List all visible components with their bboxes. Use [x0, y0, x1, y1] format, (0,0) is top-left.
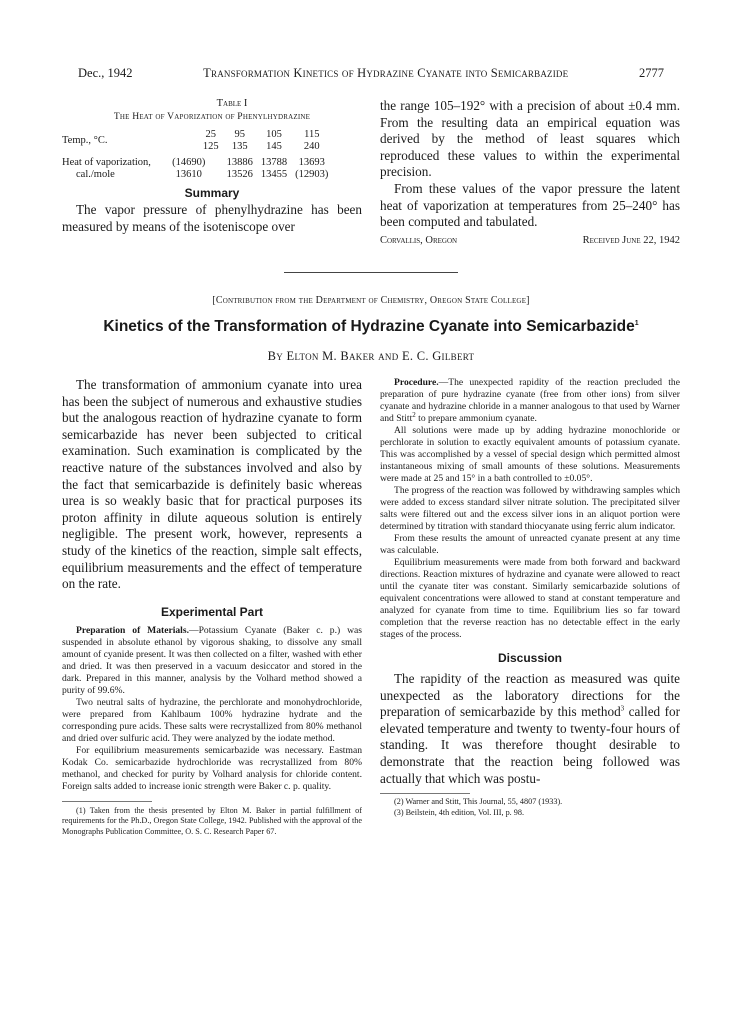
- heat-table: [62, 129, 332, 181]
- salts-paragraph: Two neutral salts of hydrazine, the perchlorate and monohydrochloride, were prepared from Kahlbaum 100% hydrazine hydrate and the corresponding pure acids. These salts were recrystallized from 80% methanol and dried over sulfuric acid. They were analyzed by the iodate method.: [62, 696, 362, 744]
- discussion-paragraph: [380, 671, 680, 787]
- table-cell: 115: [304, 129, 320, 140]
- article-title: [60, 318, 682, 336]
- preparation-text: —Potassium Cyanate (Baker c. p.) was suspended in absolute ethanol by vigorous shaking, to dissolve any small amount of cyanide present. It was then collected on a filter, washed with ether and dried. It was then preserved in a vacuum desiccator and stored in the dark. Prepared in this manner, analysis by the Volhard method showed a purity of 99.6%.: [62, 624, 362, 696]
- contribution-line: [Contribution from the Department of Chemistry, Oregon State College]: [212, 295, 530, 306]
- table-cell: (12903): [295, 169, 329, 180]
- prev-article-end: [380, 98, 680, 246]
- table-cell: 13886: [226, 157, 253, 168]
- preparation-paragraph: [62, 625, 362, 697]
- summary-text: The vapor pressure of phenylhydrazine has been measured by means of the isoteniscope over: [62, 202, 362, 234]
- experimental-heading: Experimental Part: [160, 604, 264, 619]
- preparation-heading: Preparation of Materials.: [76, 624, 189, 636]
- table-row: [62, 153, 332, 169]
- table-title: The Heat of Vaporization of Phenylhydrazine: [113, 111, 311, 122]
- equilibrium-materials-paragraph: For equilibrium measurements semicarbazide was necessary. Eastman Kodak Co. semicarbazide hydrochloride was recrystallized from 80% methanol, and checked for purity by Volhard analysis for chloride content. Foreign salts added to increase ionic strength were Baker c. p. quality.: [62, 744, 362, 792]
- intro-paragraph: The transformation of ammonium cyanate into urea has been the subject of numerous and exhaustive studies but the analogous reaction of hydrazine cyanate to form semicarbazide has never been subjected to critical examination. Such examination is complicated by the reactive nature of the substances involved and also by the fact that semicarbazide is definitely basic whereas urea is so weakly basic that for practical purposes its proton affinity in dilute aqueous solution is entirely negligible. The present work, however, represents a study of the kinetics of the reaction, simple salt effects, equilibrium measurements and the effect of temperature on the rate.: [62, 377, 362, 592]
- table-cell: 13788: [260, 157, 288, 168]
- running-header: [78, 66, 664, 81]
- heat-label: Heat of vaporization,: [62, 157, 151, 168]
- table-cell: 240: [303, 141, 320, 152]
- received-date: Received June 22, 1942: [582, 234, 680, 246]
- right-column: [380, 377, 680, 818]
- location: Corvallis, Oregon: [380, 234, 458, 246]
- header-running-title: Transformation Kinetics of Hydrazine Cyanate into Semicarbazide: [203, 66, 569, 80]
- header-date: Dec., 1942: [78, 66, 133, 80]
- table-row: [62, 129, 332, 141]
- divider: [284, 272, 458, 273]
- footnote-mark-3: 3: [620, 704, 625, 713]
- footnote-2: (2) Warner and Stitt, This Journal, 55, 4807 (1933).: [394, 797, 563, 807]
- left-column: [62, 377, 362, 838]
- prev-paragraph-2: From these values of the vapor pressure the latent heat of vaporization at temperatures from 25–240° has been computed and tabulated.: [380, 180, 680, 230]
- table-cell: 13455: [260, 169, 288, 180]
- table-cell: 145: [266, 141, 282, 152]
- authors: By Elton M. Baker and E. C. Gilbert: [267, 349, 475, 363]
- title-footnote-mark: 1: [634, 319, 639, 327]
- footnote-mark-2: 2: [412, 410, 416, 419]
- procedure-paragraph-3: The progress of the reaction was followed by withdrawing samples which were added to excess standard silver nitrate solution. The precipitated silver salts were filtered out and the excess silver ions in an aliquot portion were determined by titration with standard thiocyanate using ferric alum indicator.: [380, 485, 680, 532]
- table-cell: 13610: [175, 169, 202, 180]
- heat-unit-label: cal./mole: [76, 169, 115, 180]
- table-cell: (14690): [172, 157, 206, 168]
- signature-line: [380, 235, 680, 246]
- table-cell: 25: [205, 129, 217, 140]
- footnote-rule-right: [380, 793, 470, 794]
- table-cell: 125: [202, 141, 219, 152]
- article-title-text: Kinetics of the Transformation of Hydrazine Cyanate into Semicarbazide: [103, 318, 635, 335]
- table-cell: 13526: [226, 169, 253, 180]
- table-label: Table I: [216, 98, 248, 109]
- discussion-text-end: called for elevated temperature and twenty to twenty-four hours of standing. It was therefore thought desirable to demonstrate that the reaction being followed was actually that which was postu-: [380, 704, 680, 786]
- footnote-3: (3) Beilstein, 4th edition, Vol. III, p. 98.: [394, 807, 525, 817]
- footnote-1: (1) Taken from the thesis presented by Elton M. Baker in partial fulfillment of requirements for the Ph.D., Oregon State College, 1942. Published with the approval of the Monographs Publication Committee, O. S. C. Research Paper 67.: [62, 805, 362, 836]
- summary-heading: Summary: [184, 186, 240, 200]
- procedure-heading: Procedure.: [394, 377, 439, 388]
- procedure-text: —The unexpected rapidity of the reaction precluded the preparation of pure hydrazine cyanate (free from other ions) from silver cyanate and hydrazine chloride in a manner analogous to that used by Warner and Stitt: [380, 377, 680, 424]
- prev-paragraph-1: the range 105–192° with a precision of about ±0.4 mm. From the resulting data an empirical equation was derived by the method of least squares which reproduced these values to within the experimental precision.: [380, 98, 680, 180]
- footnote-rule: [62, 801, 152, 802]
- procedure-paragraph-5: Equilibrium measurements were made from both forward and backward directions. Reaction mixtures of hydrazine and cyanate were allowed to react until the cyanate titer was constant. Similarly semicarbazide solutions of equivalent concentrations were allowed to stand at constant temperature and analyzed for cyanate from time to time. Equilibrium lies so far toward completion that the reverse reaction has no detectable effect in the early stages of the process.: [380, 557, 680, 640]
- procedure-paragraph-4: From these results the amount of unreacted cyanate present at any time was calculable.: [380, 533, 680, 556]
- procedure-paragraph-1: [380, 377, 680, 425]
- discussion-heading: Discussion: [497, 651, 563, 665]
- procedure-paragraph-2: All solutions were made up by adding hydrazine monochloride or perchlorate in solution to exactly equivalent amounts of potassium cyanate. This was accomplished by a vessel of special design which permitted almost instantaneous mixing of small amounts of these solutions. Measurements were made at 25 and 15° in a bath controlled to ±0.05°.: [380, 425, 680, 484]
- table-block: [62, 98, 362, 235]
- table-cell: 105: [266, 129, 282, 140]
- table-cell: 95: [234, 129, 246, 140]
- table-cell: 13693: [298, 157, 325, 168]
- procedure-text-end: to prepare ammonium cyanate.: [415, 413, 537, 424]
- table-cell: 135: [231, 141, 248, 152]
- temp-label: Temp., °C.: [62, 135, 108, 146]
- table-row: [62, 169, 332, 181]
- header-page-number: 2777: [638, 66, 664, 80]
- discussion-text: The rapidity of the reaction as measured was quite unexpected as the laboratory directions for the preparation of semicarbazide by this method: [380, 671, 680, 720]
